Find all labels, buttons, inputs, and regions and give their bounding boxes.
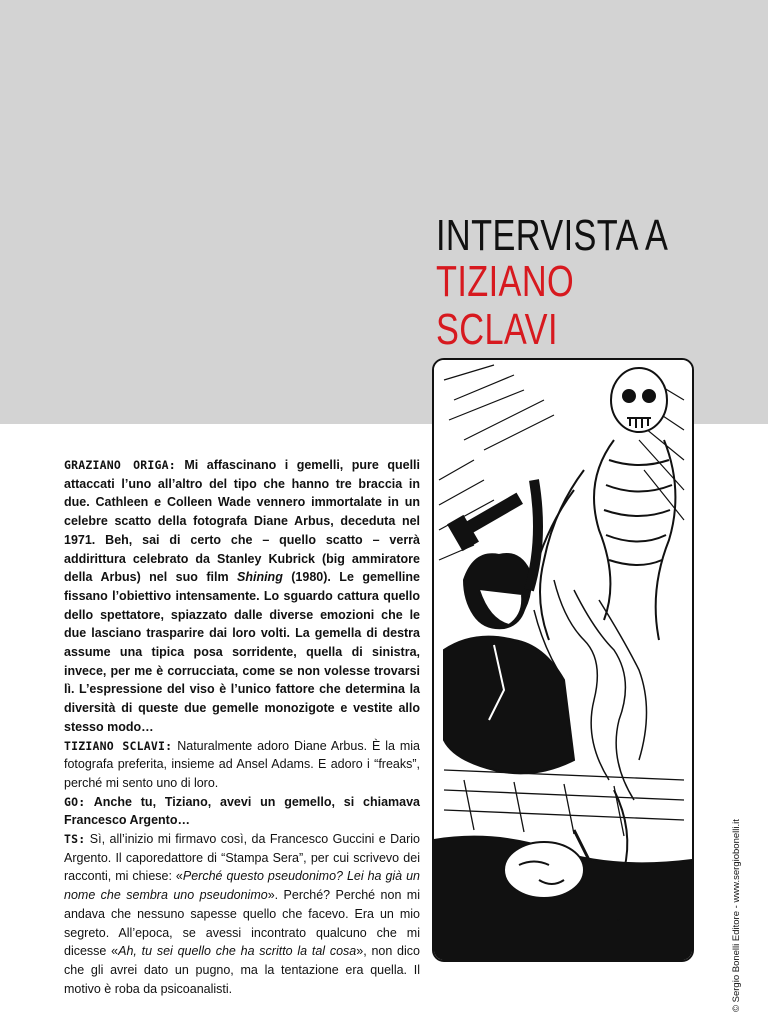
question-2 [64, 793, 420, 830]
copyright-credit: © Sergio Bonelli Editore - www.sergiobonelli.it [731, 819, 742, 1012]
speaker-label: GRAZIANO ORIGA: [64, 458, 176, 472]
speaker-label: TS: [64, 832, 86, 847]
speaker-label: TIZIANO SCLAVI: [64, 738, 173, 753]
answer-quote: Perché questo pseudonimo? Lei ha già un nome che sembra uno pseudonimo [64, 869, 420, 903]
answer-text: Naturalmente adoro Diane Arbus. È la mia fotografa preferita, insieme ad Ansel Adams. E adoro i “freaks”, perché mi sento uno di loro. [64, 738, 420, 790]
interview-text [64, 456, 420, 998]
answer-text-end: », non dico che gli avrei dato un pugno, ma la tentazione era quella. Il motivo è roba da psicoanalisti. [64, 944, 420, 996]
question-text: Mi affascinano i gemelli, pure quelli attaccati l’uno all’altro del tipo che hanno tre braccia in due. Cathleen e Colleen Wade vennero immortalate in un celebre scatto della fotografa Diane Arbus, deceduta nel 1971. Beh, sai di certo che – quello scatto – verrà addirittura celebrato da Stanley Kubrick (big ammiratore della Arbus) nel suo film [64, 458, 420, 585]
speaker-label: GO: [64, 794, 86, 809]
answer-text-cont: ». Perché? Perché non mi andava che nessuno sapesse quello che facevo. Era un mio segreto. All’epoca, se avessi incontrato qualcuno che mi dicesse « [64, 888, 420, 959]
page-title [436, 211, 670, 354]
title-line-2: TIZIANO SCLAVI [436, 257, 575, 354]
question-text: Anche tu, Tiziano, avevi un gemello, si chiamava Francesco Argento… [64, 794, 420, 828]
answer-2 [64, 830, 420, 998]
comic-art [434, 360, 692, 960]
question-1 [64, 456, 420, 737]
answer-text: Sì, all’inizio mi firmavo così, da Francesco Guccini e Dario Argento. Il caporedattore di “Stampa Sera”, per cui scrivevo dei racconti, mi chiese: « [64, 832, 420, 884]
comic-illustration [432, 358, 694, 962]
question-text-cont: (1980). Le gemelline fissano l’obiettivo intensamente. Lo sguardo cattura quello dello spettatore, spiazzato dalle diverse emozioni che le due lasciano trasparire dai loro volti. La gemella di destra assume una tipica posa sorridente, quella di sinistra, invece, per me è corrucciata, come se non volesse trovarsi lì. L’espressione del viso è l’unico fattore che determina la diversità di queste due gemelle monozigote e vestite allo stesso modo… [64, 570, 420, 734]
answer-1 [64, 737, 420, 793]
answer-quote-2: Ah, tu sei quello che ha scritto la tal cosa [118, 944, 357, 959]
film-title: Shining [237, 570, 283, 585]
title-line-1: INTERVISTA A [436, 211, 669, 260]
